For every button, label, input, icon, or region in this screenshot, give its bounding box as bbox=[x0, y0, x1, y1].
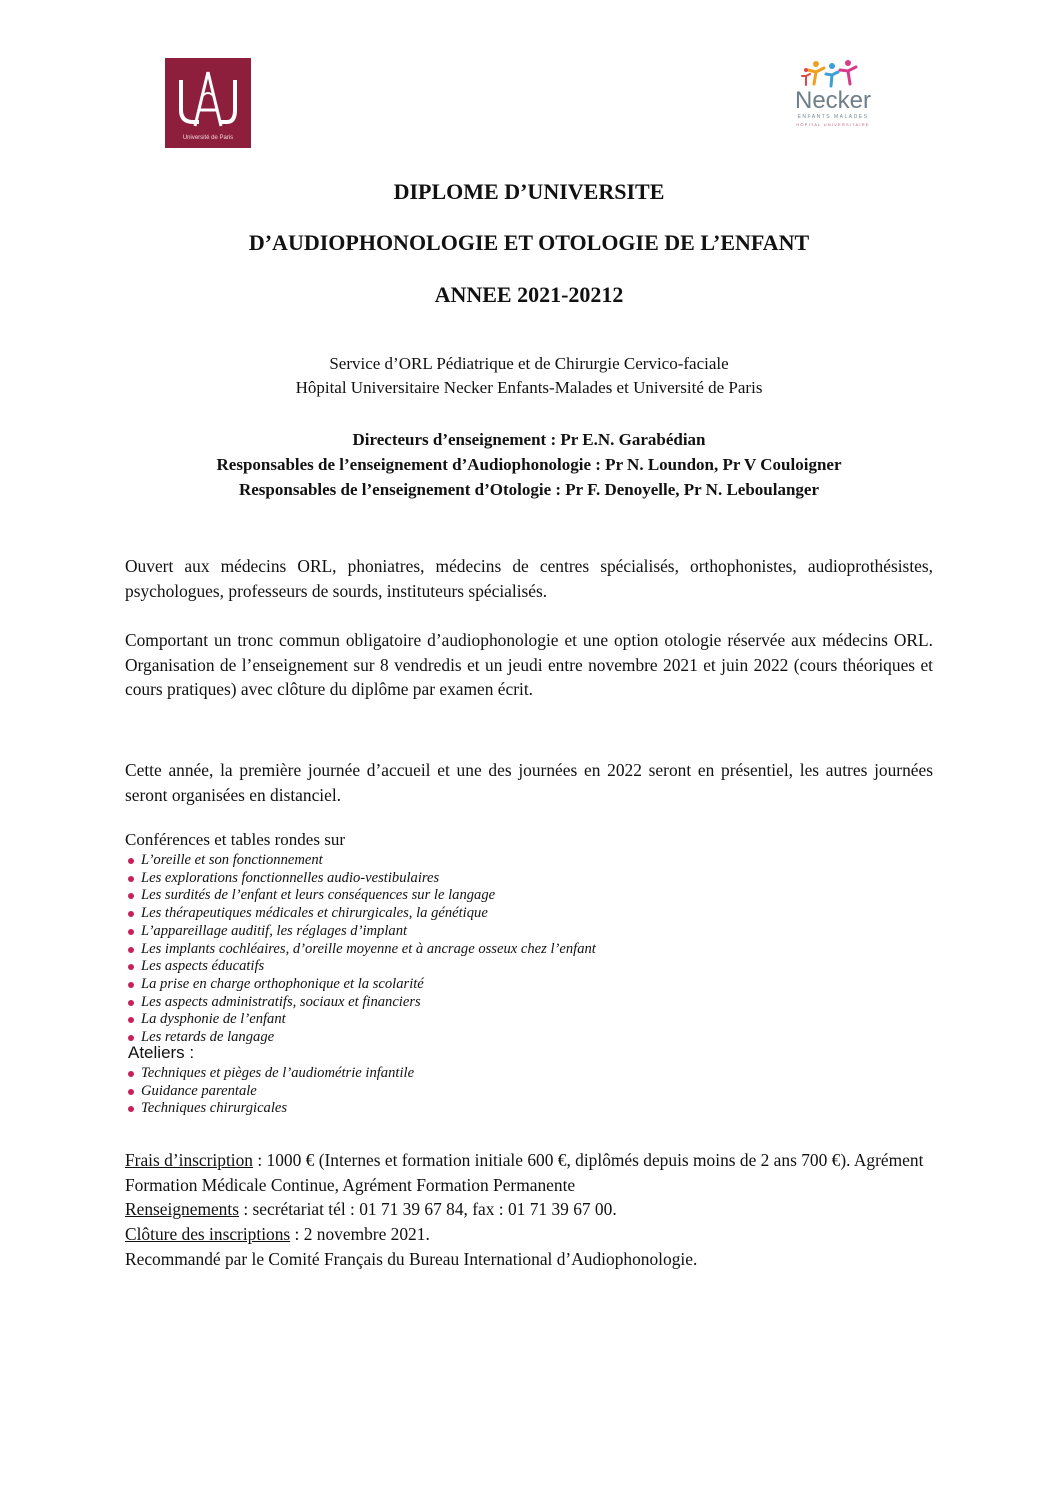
necker-logo bbox=[784, 58, 882, 130]
list-item: La prise en charge orthophonique et la scolarité bbox=[128, 976, 596, 994]
otology-heads-line: Responsables de l’enseignement d’Otologie : Pr F. Denoyelle, Pr N. Leboulanger bbox=[238, 480, 820, 499]
recommendation-paragraph: Recommandé par le Comité Français du Bureau International d’Audiophonologie. bbox=[125, 1249, 698, 1269]
list-item: Les surdités de l’enfant et leurs conséquences sur le langage bbox=[128, 887, 596, 905]
list-item: Les retards de langage bbox=[128, 1029, 596, 1047]
bullet-icon bbox=[128, 1000, 134, 1006]
conferences-heading: Conférences et tables rondes sur bbox=[125, 830, 345, 849]
list-item: Les aspects administratifs, sociaux et financiers bbox=[128, 994, 596, 1012]
closing-paragraph bbox=[125, 1222, 933, 1247]
bullet-icon bbox=[128, 947, 134, 953]
audience-paragraph: Ouvert aux médecins ORL, phoniatres, médecins de centres spécialisés, orthophonistes, audioprothésistes, psychologues, professeurs de sourds, instituteurs spécialisés. bbox=[125, 556, 933, 601]
list-item: Techniques chirurgicales bbox=[128, 1100, 414, 1118]
title-line-3: ANNEE 2021-20212 bbox=[434, 282, 624, 307]
institution-line-1: Service d’ORL Pédiatrique et de Chirurgie Cervico-faciale bbox=[329, 354, 729, 373]
closing-label: Clôture des inscriptions bbox=[125, 1224, 291, 1244]
bullet-icon bbox=[128, 1035, 134, 1041]
institution-line-2: Hôpital Universitaire Necker Enfants-Malades et Université de Paris bbox=[295, 378, 763, 397]
bullet-icon bbox=[128, 1106, 134, 1112]
bullet-icon bbox=[128, 929, 134, 935]
title-line-1: DIPLOME D’UNIVERSITE bbox=[393, 179, 665, 204]
list-item: Les implants cochléaires, d’oreille moyenne et à ancrage osseux chez l’enfant bbox=[128, 941, 596, 959]
closing-text: : 2 novembre 2021. bbox=[290, 1224, 430, 1244]
ateliers-list bbox=[128, 1065, 414, 1118]
fees-label: Frais d’inscription bbox=[125, 1150, 254, 1170]
bullet-icon bbox=[128, 982, 134, 988]
title-line-2: D’AUDIOPHONOLOGIE ET OTOLOGIE DE L’ENFANT bbox=[248, 230, 810, 255]
list-item: Les explorations fonctionnelles audio-vestibulaires bbox=[128, 870, 596, 888]
bullet-icon bbox=[128, 1089, 134, 1095]
list-item: L’oreille et son fonctionnement bbox=[128, 852, 596, 870]
list-item: La dysphonie de l’enfant bbox=[128, 1011, 596, 1029]
contact-paragraph bbox=[125, 1197, 933, 1222]
logo-right-name: Necker bbox=[794, 87, 872, 114]
fees-paragraph bbox=[125, 1148, 933, 1197]
bullet-icon bbox=[128, 876, 134, 882]
bullet-icon bbox=[128, 1071, 134, 1077]
list-item: Les thérapeutiques médicales et chirurgicales, la génétique bbox=[128, 905, 596, 923]
children-figures-icon bbox=[784, 58, 882, 90]
bullet-icon bbox=[128, 1017, 134, 1023]
format-paragraph: Cette année, la première journée d’accueil et une des journées en 2022 seront en présentiel, les autres journées seront organisées en distanciel. bbox=[125, 760, 933, 805]
ateliers-heading: Ateliers : bbox=[128, 1043, 195, 1062]
bullet-icon bbox=[128, 893, 134, 899]
contact-label: Renseignements bbox=[125, 1199, 239, 1219]
organisation-paragraph: Comportant un tronc commun obligatoire d’audiophonologie et une option otologie réservée aux médecins ORL. Organisation de l’enseignement sur 8 vendredis et un jeudi entre novembre 2021 et juin 2022 (cours théoriques et cours pratiques) avec clôture du diplôme par examen écrit. bbox=[125, 630, 933, 699]
bullet-icon bbox=[128, 858, 134, 864]
bullet-icon bbox=[128, 911, 134, 917]
contact-text: : secrétariat tél : 01 71 39 67 84, fax : 01 71 39 67 00. bbox=[238, 1199, 617, 1219]
list-item: Techniques et pièges de l’audiométrie infantile bbox=[128, 1065, 414, 1083]
universite-de-paris-logo bbox=[165, 58, 251, 148]
logo-right-subtitle-2: HÔPITAL UNIVERSITAIRE bbox=[796, 122, 870, 127]
list-item: Guidance parentale bbox=[128, 1083, 414, 1101]
list-item: L’appareillage auditif, les réglages d’implant bbox=[128, 923, 596, 941]
bullet-icon bbox=[128, 964, 134, 970]
fees-text: : 1000 € (Internes et formation initiale 600 €, diplômés depuis moins de 2 ans 700 €). Agrément Formation Médicale Continue, Agrément Formation Permanente bbox=[125, 1150, 924, 1195]
list-item: Les aspects éducatifs bbox=[128, 958, 596, 976]
logo-right-subtitle: ENFANTS MALADES bbox=[797, 114, 869, 120]
logo-left-caption: Université de Paris bbox=[182, 135, 234, 141]
audiophonology-heads-line: Responsables de l’enseignement d’Audiophonologie : Pr N. Loundon, Pr V Couloigner bbox=[216, 455, 842, 474]
conferences-list bbox=[128, 852, 596, 1047]
directors-line: Directeurs d’enseignement : Pr E.N. Garabédian bbox=[352, 430, 706, 449]
